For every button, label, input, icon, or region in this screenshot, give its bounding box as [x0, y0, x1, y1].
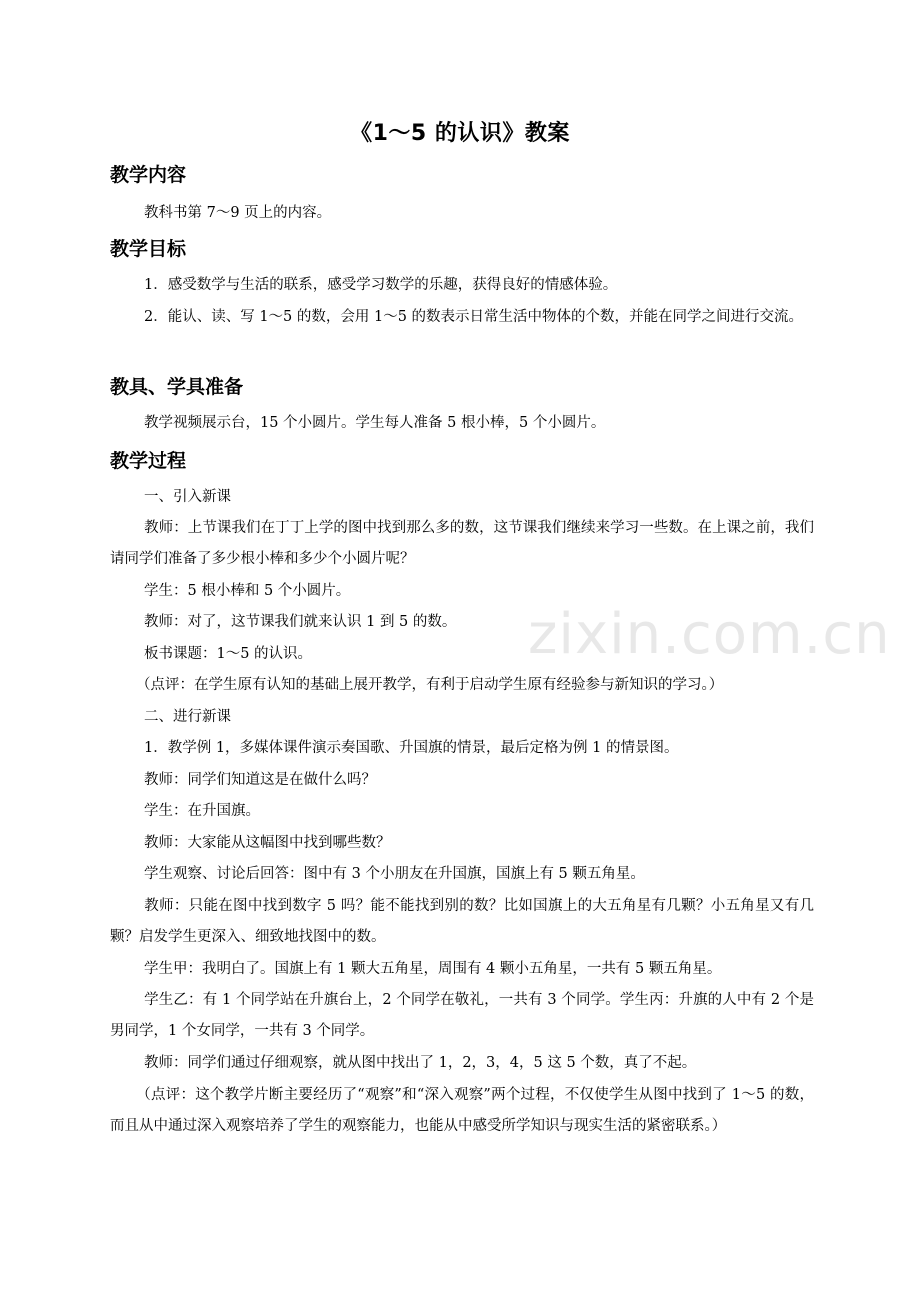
- paragraph-content: 教科书第 7～9 页上的内容。: [144, 205, 332, 221]
- paragraph-tools: 教学视频展示台，15 个小圆片。学生每人准备 5 根小棒，5 个小圆片。: [144, 415, 606, 431]
- process-comment: （点评：在学生原有认知的基础上展开教学，有利于启动学生原有经验参与新知识的学习。）: [136, 677, 724, 693]
- heading-tools: 教具、学具准备: [110, 376, 244, 398]
- process-line: 教师：上节课我们在丁丁上学的图中找到那么多的数，这节课我们继续来学习一些数。在上课之前，我们请同学们准备了多少根小棒和多少个小圆片呢？: [110, 520, 814, 567]
- process-line: 二、进行新课: [144, 709, 231, 725]
- process-line: 教师：对了，这节课我们就来认识 1 到 5 的数。: [144, 614, 457, 630]
- document-title: 《1～5 的认识》教案: [350, 121, 570, 146]
- process-line: 学生观察、讨论后回答：图中有 3 个小朋友在升国旗，国旗上有 5 颗五角星。: [144, 866, 645, 882]
- process-line: 一、引入新课: [144, 489, 231, 505]
- watermark: zixin.com.cn: [528, 602, 891, 667]
- heading-process: 教学过程: [110, 450, 187, 472]
- process-line: 教师：同学们通过仔细观察，就从图中找出了 1，2，3，4，5 这 5 个数，真了不起。: [144, 1055, 697, 1071]
- process-line: 学生：在升国旗。: [144, 803, 260, 819]
- process-line: 学生乙：有 1 个同学站在升旗台上，2 个同学在敬礼，一共有 3 个同学。学生丙：升旗的人中有 2 个是男同学，1 个女同学，一共有 3 个同学。: [110, 992, 814, 1039]
- heading-content: 教学内容: [110, 164, 187, 186]
- process-line: 教师：同学们知道这是在做什么吗？: [144, 772, 376, 788]
- process-line: 1．教学例 1，多媒体课件演示奏国歌、升国旗的情景，最后定格为例 1 的情景图。: [144, 740, 679, 756]
- process-line: 板书课题：1～5 的认识。: [144, 646, 313, 662]
- process-comment: （点评：这个教学片断主要经历了“观察”和“深入观察”两个过程，不仅使学生从图中找到了 1～5 的数，而且从中通过深入观察培养了学生的观察能力，也能从中感受所学知识与现实生活的紧密联系。）: [110, 1087, 814, 1134]
- process-line: 学生：5 根小棒和 5 个小圆片。: [144, 583, 351, 599]
- process-line: 学生甲：我明白了。国旗上有 1 颗大五角星，周围有 4 颗小五角星，一共有 5 颗五角星。: [144, 961, 722, 977]
- paragraph-goal-2: 2．能认、读、写 1～5 的数，会用 1～5 的数表示日常生活中物体的个数，并能在同学之间进行交流。: [144, 309, 804, 325]
- heading-goals: 教学目标: [110, 238, 187, 260]
- paragraph-goal-1: 1．感受数学与生活的联系，感受学习数学的乐趣，获得良好的情感体验。: [144, 277, 618, 293]
- process-line: 教师：大家能从这幅图中找到哪些数？: [144, 835, 391, 851]
- process-line: 教师：只能在图中找到数字 5 吗？能不能找到别的数？比如国旗上的大五角星有几颗？小五角星又有几颗？启发学生更深入、细致地找图中的数。: [110, 898, 814, 945]
